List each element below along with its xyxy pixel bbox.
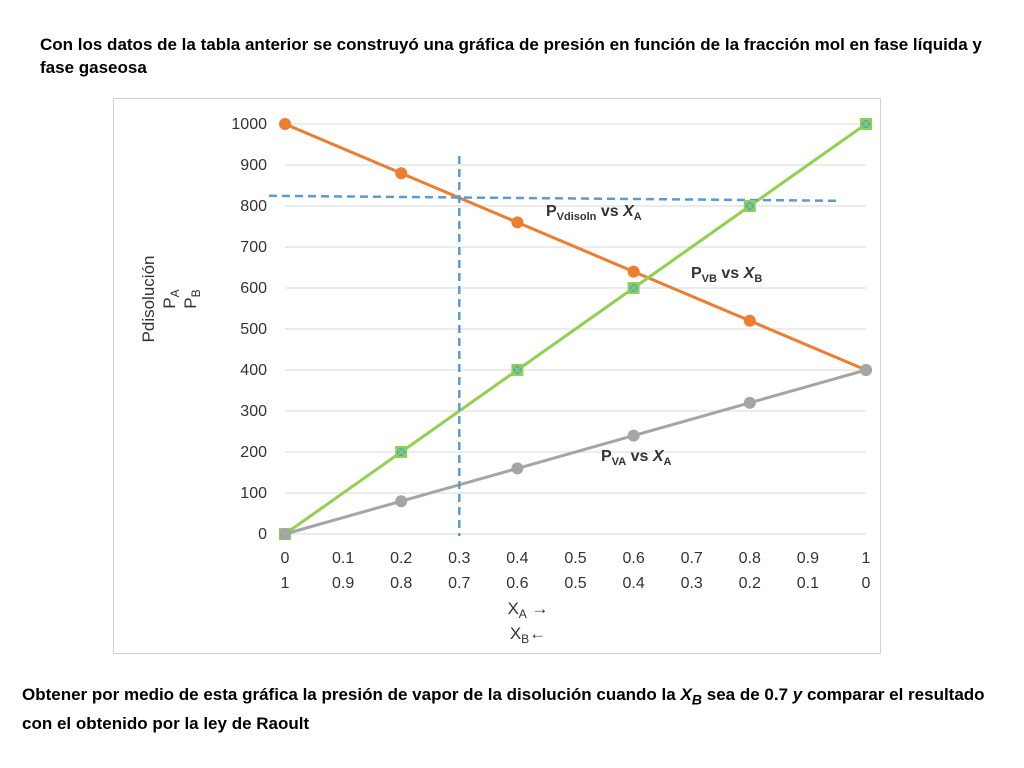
page-title: Con los datos de la tabla anterior se construyó una gráfica de presión en función de la fracción mol en fase líquida y fase gaseosa — [40, 35, 982, 77]
x-axis-label-xa — [507, 599, 548, 621]
series-label-pva-vs-xa — [601, 448, 672, 468]
data-point-pva-vs-xa — [511, 462, 523, 474]
data-point-pvb-vs-xb — [745, 201, 755, 211]
data-point-pva-vs-xa — [628, 430, 640, 442]
y-tick-label-800: 800 — [240, 198, 267, 215]
x-tick-label-xb: 0.2 — [738, 575, 761, 592]
y-tick-label-300: 300 — [240, 403, 267, 420]
y-tick-label-900: 900 — [240, 157, 267, 174]
data-point-pdisoln-vs-xa — [744, 315, 756, 327]
x-tick-label-xa: 1 — [861, 550, 871, 567]
y-tick-label-100: 100 — [240, 485, 267, 502]
series-label-subscript: Vdisoln — [556, 211, 597, 223]
series-label-subscript: VA — [611, 456, 627, 468]
x-tick-label-xb: 0.5 — [564, 575, 587, 592]
y-tick-label-400: 400 — [240, 362, 267, 379]
y-axis-label-line-3 — [181, 289, 203, 308]
xb-subscript: B — [691, 692, 703, 709]
data-point-pvb-vs-xb — [512, 365, 522, 375]
x-axis-label-var: X — [509, 624, 522, 643]
x-tick-label-xb: 0.8 — [390, 575, 413, 592]
data-point-pva-vs-xa — [395, 495, 407, 507]
x-tick-label-xb: 0.3 — [680, 575, 703, 592]
y-tick-label-0: 0 — [258, 526, 267, 543]
series-label-main: P — [546, 203, 557, 220]
x-axis-label-arrow: → — [526, 599, 549, 618]
series-label-variable-subscript: A — [663, 456, 672, 468]
data-point-pvb-vs-xb — [861, 119, 871, 129]
data-point-pva-vs-xa — [744, 397, 756, 409]
series-label-vs: vs — [716, 265, 744, 282]
data-point-pvb-vs-xb — [629, 283, 639, 293]
x-tick-label-xa: 0.8 — [738, 550, 761, 567]
series-label-vs: vs — [626, 448, 653, 465]
data-point-pdisoln-vs-xa — [511, 216, 523, 228]
x-tick-label-xb: 1 — [280, 575, 290, 592]
data-point-pdisoln-vs-xa — [395, 167, 407, 179]
series-label-main: P — [691, 265, 702, 282]
y-axis-label-subscript: A — [168, 289, 182, 298]
data-point-pva-vs-xa — [860, 364, 872, 376]
data-point-pvb-vs-xb — [396, 447, 406, 457]
series-label-variable: X — [652, 448, 664, 465]
question-part-1: Obtener por medio de esta gráfica la presión de vapor de la disolución cuando la — [22, 685, 681, 704]
y-axis-label-line-2 — [160, 289, 182, 308]
series-label-variable-subscript: A — [633, 211, 642, 223]
x-tick-label-xa: 0 — [280, 550, 290, 567]
y-tick-label-700: 700 — [240, 239, 267, 256]
x-tick-label-xa: 0.9 — [796, 550, 820, 567]
x-tick-label-xb: 0.9 — [331, 575, 355, 592]
y-tick-label-600: 600 — [240, 280, 267, 297]
x-tick-label-xa: 0.5 — [564, 550, 587, 567]
y-axis-label-subscript: B — [189, 289, 203, 298]
series-label-variable: Χ — [743, 265, 755, 282]
data-point-pdisoln-vs-xa — [279, 118, 291, 130]
series-label-variable: Χ — [623, 203, 634, 220]
x-tick-label-xa: 0.1 — [331, 550, 355, 567]
x-axis-label-arrow: ← — [529, 624, 547, 643]
x-tick-label-xb: 0 — [861, 575, 871, 592]
x-tick-label-xa: 0.6 — [622, 550, 645, 567]
series-label-subscript: VB — [701, 273, 717, 285]
series-label-main: P — [601, 448, 612, 465]
series-label-pvb-vs-xb — [691, 265, 762, 285]
xb-variable: X — [680, 685, 692, 704]
x-axis-label-subscript: A — [518, 607, 527, 621]
y-axis-label-line-1 — [139, 256, 158, 343]
y-axis-label-text: P — [181, 297, 200, 309]
x-tick-label-xa: 0.3 — [448, 550, 471, 567]
x-tick-label-xb: 0.1 — [796, 575, 820, 592]
x-axis-label-var: X — [507, 599, 519, 618]
series-label-variable-subscript: B — [754, 273, 763, 285]
x-axis-label-subscript: B — [521, 632, 530, 646]
y-axis-label-text: P — [160, 297, 179, 309]
x-tick-label-xa: 0.4 — [506, 550, 529, 567]
x-tick-label-xa: 0.2 — [390, 550, 413, 567]
question-y-word: y — [792, 685, 803, 704]
x-tick-label-xb: 0.7 — [448, 575, 471, 592]
y-axis-label-text: Pdisolución — [139, 255, 158, 343]
x-tick-label-xa: 0.7 — [680, 550, 703, 567]
y-tick-label-1000: 1000 — [231, 116, 267, 133]
question-part-3: comparar el resultado con el obtenido por la ley de Raoult — [22, 685, 985, 734]
y-tick-label-500: 500 — [240, 321, 267, 338]
x-axis-label-xb — [510, 624, 546, 646]
x-tick-label-xb: 0.4 — [622, 575, 645, 592]
question-part-2: sea de 0.7 — [702, 685, 793, 704]
x-tick-label-xb: 0.6 — [506, 575, 529, 592]
chart-area — [113, 98, 881, 654]
pressure-vs-mole-fraction-chart — [114, 99, 880, 653]
series-label-vs: vs — [596, 203, 624, 220]
data-point-pdisoln-vs-xa — [628, 266, 640, 278]
y-tick-label-200: 200 — [240, 444, 267, 461]
question-text — [22, 683, 1007, 736]
data-point-pva-vs-xa — [279, 528, 291, 540]
